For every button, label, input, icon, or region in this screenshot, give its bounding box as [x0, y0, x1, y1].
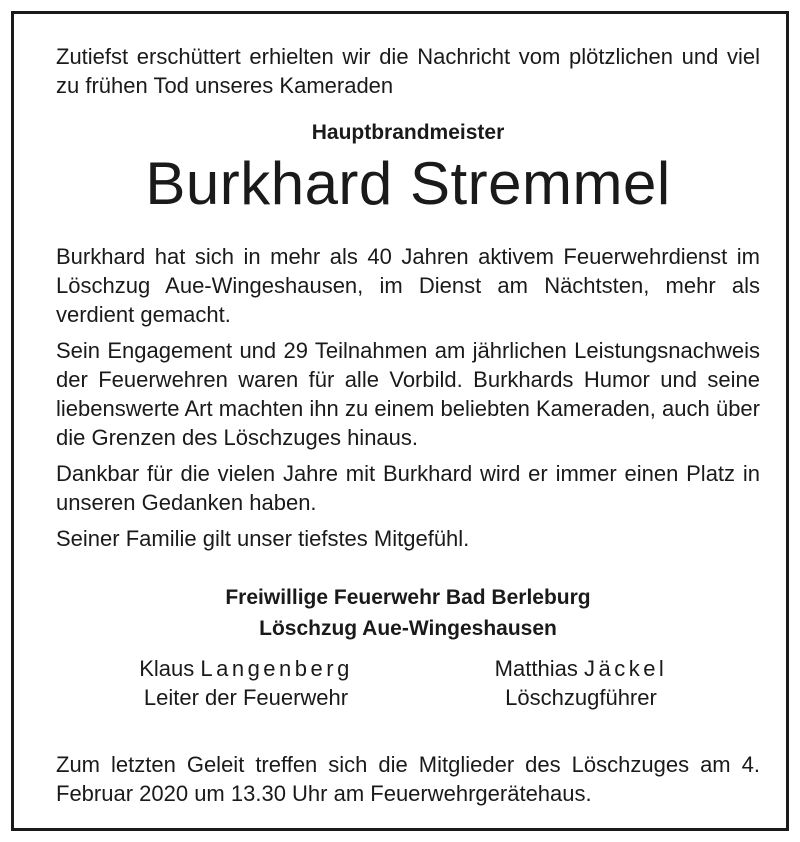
signer-name — [431, 654, 731, 683]
signer-role: Leiter der Feuerwehr — [143, 685, 349, 710]
organization-unit: Löschzug Aue-Wingeshausen — [259, 617, 557, 640]
organization-name: Freiwillige Feuerwehr Bad Berleburg — [225, 586, 591, 609]
deceased-name: Burkhard Stremmel — [145, 150, 671, 217]
obituary-content — [56, 42, 760, 808]
signer-last-name: Jäckel — [583, 656, 668, 681]
tribute-paragraph: Dankbar für die vielen Jahre mit Burkhard wird er immer einen Platz in unseren Gedanken haben. — [56, 461, 760, 515]
signatories — [56, 654, 760, 714]
signer-1 — [96, 654, 396, 712]
obituary-frame — [11, 11, 789, 831]
signer-role: Löschzugführer — [505, 685, 657, 710]
signer-first-name: Klaus — [139, 656, 195, 681]
tribute-paragraph: Burkhard hat sich in mehr als 40 Jahren aktivem Feuerwehrdienst im Löschzug Aue-Wingeshausen, im Dienst am Nächtsten, mehr als verdient gemacht. — [56, 244, 760, 327]
rank-title: Hauptbrandmeister — [311, 121, 505, 144]
signer-name — [96, 654, 396, 683]
signer-first-name: Matthias — [494, 656, 578, 681]
signer-2 — [431, 654, 731, 712]
funeral-notice: Zum letzten Geleit treffen sich die Mitglieder des Löschzuges am 4. Februar 2020 um 13.30 Uhr am Feuerwehrgerätehaus. — [56, 752, 760, 806]
signer-last-name: Langenberg — [200, 656, 353, 681]
tribute-paragraph: Sein Engagement und 29 Teilnahmen am jährlichen Leistungsnachweis der Feuerwehren waren für alle Vorbild. Burkhards Humor und seine liebenswerte Art machten ihn zu einem beliebten Kameraden, auch über die Grenzen des Löschzuges hinaus. — [56, 338, 760, 450]
intro-text: Zutiefst erschüttert erhielten wir die Nachricht vom plötzlichen und viel zu frühen Tod unseres Kameraden — [56, 44, 760, 98]
condolence-text: Seiner Familie gilt unser tiefstes Mitgefühl. — [56, 526, 470, 551]
